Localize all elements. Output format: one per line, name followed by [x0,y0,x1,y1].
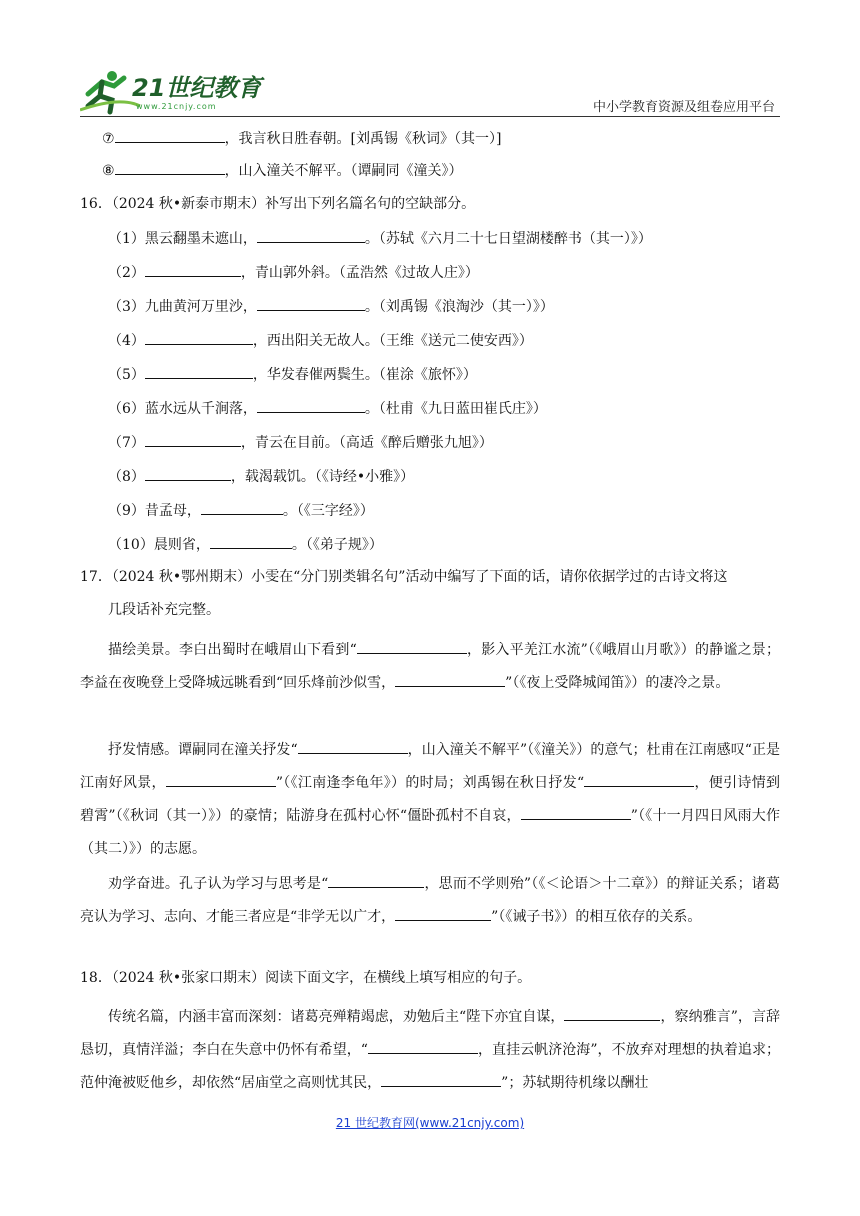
answer-blank[interactable] [521,805,631,820]
answer-blank[interactable] [395,906,491,921]
question-18: 18．（2024 秋•张家口期末）阅读下面文字，在横线上填写相应的句子。 [80,970,532,986]
answer-blank[interactable] [210,534,292,549]
answer-blank[interactable] [328,873,424,888]
answer-blank[interactable] [564,1006,660,1021]
answer-blank[interactable] [298,739,408,754]
page-header [0,0,860,120]
q16-item-7: （7） ，青云在目前。（高适《醉后赠张九旭》） [108,432,493,453]
q16-item-5: （5） ，华发春催两鬓生。（崔涂《旅怀》） [108,364,477,385]
q16-item-10: （10）晨则省， 。（《弟子规》） [108,534,383,555]
q17-paragraph-scenery: 描绘美景。李白出蜀时在峨眉山下看到“ ，影入平羌江水流”（《峨眉山月歌》）的静谧之景；李益在夜晚登上受降城远眺看到“回乐烽前沙似雪， ”（《夜上受降城闻笛》）的凄冷之景。 [80,634,780,700]
item-8: ⑧ ，山入潼关不解平。（谭嗣同《潼关》） [102,160,463,181]
answer-blank[interactable] [166,772,276,787]
answer-blank[interactable] [145,364,253,379]
answer-blank[interactable] [257,398,365,413]
answer-blank[interactable] [201,500,283,515]
q16-item-2: （2） ，青山郭外斜。（孟浩然《过故人庄》） [108,262,479,283]
question-17-cont: 几段话补充完整。 [108,602,220,618]
q16-item-1: （1）黑云翻墨未遮山， 。（苏轼《六月二十七日望湖楼醉书（其一）》） [108,228,652,249]
answer-blank[interactable] [357,639,467,654]
answer-blank[interactable] [145,432,241,447]
header-divider [80,116,780,117]
answer-blank[interactable] [381,1072,501,1087]
answer-blank[interactable] [584,772,694,787]
question-16: 16．（2024 秋•新泰市期末）补写出下列名篇名句的空缺部分。 [80,196,476,212]
platform-name: 中小学教育资源及组卷应用平台 [592,100,775,115]
answer-blank[interactable] [145,466,231,481]
answer-blank[interactable] [115,160,225,175]
q17-paragraph-emotion: 抒发情感。谭嗣同在潼关抒发“ ，山入潼关不解平”（《潼关》）的意气；杜甫在江南感叹“正是江南好风景， ”（《江南逢李龟年》）的时局；刘禹锡在秋日抒发“ ，便引诗情到碧霄”（《秋词（其一）》）的豪情；陆游身在孤村心怀“僵卧孤村不自哀， ”（《十一月四日风雨大作（其二）》）的志愿。 [80,734,780,866]
answer-blank[interactable] [145,262,241,277]
answer-blank[interactable] [115,128,225,143]
answer-blank[interactable] [145,330,253,345]
answer-blank[interactable] [368,1039,478,1054]
answer-blank[interactable] [395,672,505,687]
logo-text: 21世纪教育 [132,74,262,102]
footer-link[interactable]: 21 世纪教育网(www.21cnjy.com) [335,1116,525,1130]
runner-logo-icon [80,66,270,116]
q16-item-4: （4） ，西出阳关无故人。（王维《送元二使安西》） [108,330,533,351]
q16-item-9: （9）昔孟母， 。（《三字经》） [108,500,374,521]
site-logo[interactable] [80,66,270,116]
answer-blank[interactable] [257,296,365,311]
q17-paragraph-study: 劝学奋进。孔子认为学习与思考是“ ，思而不学则殆”（《＜论语＞十二章》）的辩证关系；诸葛亮认为学习、志向、才能三者应是“非学无以广才， ”（《诫子书》）的相互依存的关系。 [80,868,780,934]
q16-item-3: （3）九曲黄河万里沙， 。（刘禹锡《浪淘沙（其一）》） [108,296,554,317]
q16-item-6: （6）蓝水远从千涧落， 。（杜甫《九日蓝田崔氏庄》） [108,398,547,419]
question-17: 17．（2024 秋•鄂州期末）小雯在“分门别类辑名句”活动中编写了下面的话，请你依据学过的古诗文将这 [80,569,728,585]
logo-url: www.21cnjy.com [136,102,217,111]
q18-paragraph: 传统名篇，内涵丰富而深刻：诸葛亮殚精竭虑，劝勉后主“陛下亦宜自谋， ，察纳雅言”，言辞恳切，真情洋溢；李白在失意中仍怀有希望，“ ，直挂云帆济沧海”，不放弃对理想的执着追求；范仲淹被贬他乡，却依然“居庙堂之高则忧其民， ”；苏轼期待机缘以酬壮 [80,1001,780,1100]
q16-item-8: （8） ，载渴载饥。（《诗经•小雅》） [108,466,414,487]
page-footer [0,1114,860,1131]
item-7: ⑦ ，我言秋日胜春朝。[刘禹锡《秋词》（其一）] [102,128,502,149]
answer-blank[interactable] [257,228,365,243]
